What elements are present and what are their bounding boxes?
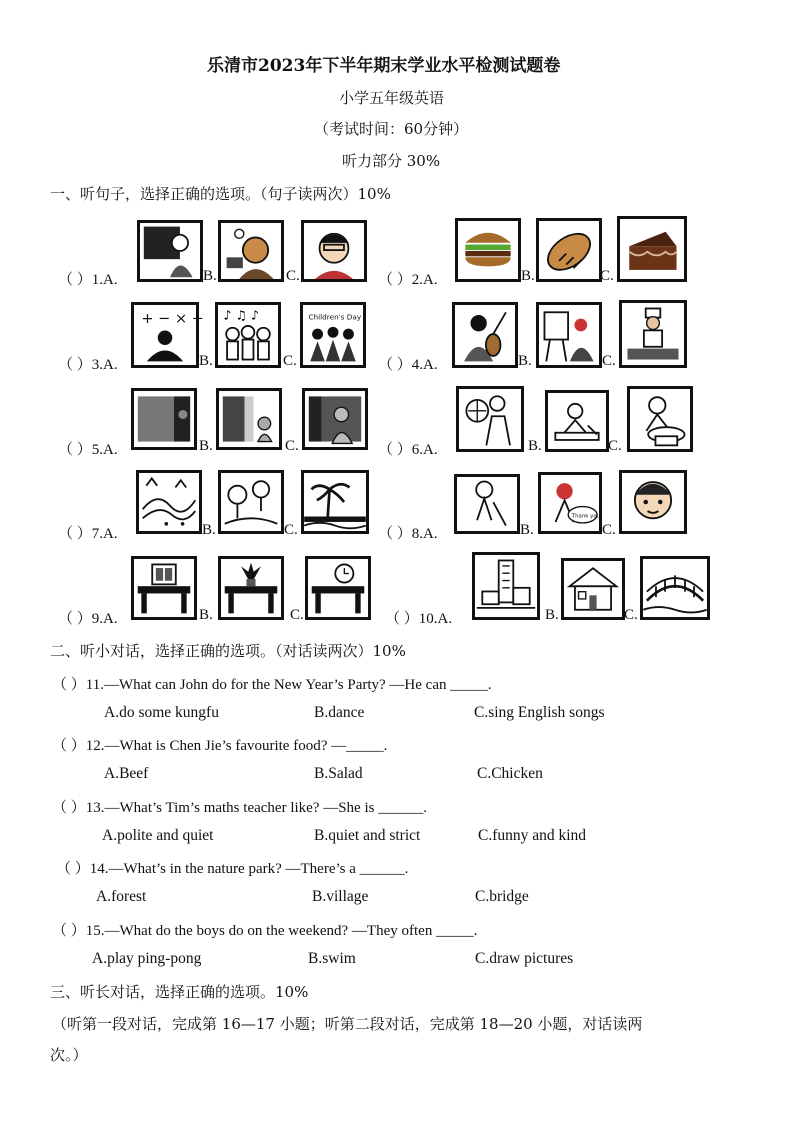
q10-option-c: C.	[624, 607, 638, 623]
childrens-day-text: Children's Day	[308, 312, 362, 322]
q12-option-a: A.Beef	[104, 765, 149, 782]
q8-picture-c	[619, 470, 687, 534]
q13-option-a: A.polite and quiet	[102, 827, 214, 844]
q7-picture-c	[301, 470, 369, 534]
q12-option-b: B.Salad	[314, 765, 363, 782]
q9-picture-c	[305, 556, 371, 620]
q5-option-b: B.	[199, 438, 213, 454]
section3-instruction-line2: 次。）	[50, 1046, 88, 1064]
section1-heading: 一、听句子，选择正确的选项。（句子读两次）10%	[50, 185, 391, 203]
q11-option-b: B.dance	[314, 704, 365, 721]
q12-stem: （ ）12.—What is Chen Jie’s favourite food? —_____.	[52, 738, 388, 754]
q9-option-c: C.	[290, 607, 304, 623]
q5-label: （ ）5.A.	[58, 442, 118, 458]
listening-heading: 听力部分 30%	[342, 152, 441, 170]
q3-picture-a	[131, 302, 204, 368]
q2-label: （ ）2.A.	[378, 272, 438, 288]
q1-option-b: B.	[203, 268, 217, 284]
q10-picture-b	[561, 558, 625, 620]
q8-option-b: B.	[520, 522, 534, 538]
q3-option-b: B.	[199, 353, 213, 369]
q5-picture-a	[131, 388, 197, 450]
q8-option-c: C.	[602, 522, 616, 538]
q13-option-c: C.funny and kind	[478, 827, 587, 844]
q7-picture-a	[136, 470, 202, 534]
q2-picture-b	[536, 218, 602, 282]
q2-option-b: B.	[521, 268, 535, 284]
q10-label: （ ）10.A.	[385, 611, 453, 627]
q11-stem: （ ）11.—What can John do for the New Year’s Party? —He can _____.	[52, 677, 492, 693]
section3-heading: 三、听长对话，选择正确的选项。10%	[50, 983, 309, 1001]
q13-stem: （ ）13.—What’s Tim’s maths teacher like? —She is ______.	[52, 800, 427, 816]
q3-option-c: C.	[283, 353, 297, 369]
q14-stem: （ ）14.—What’s in the nature park? —There’s a ______.	[56, 861, 409, 877]
thank-you-text: Thank you	[571, 513, 601, 520]
q10-picture-a	[472, 552, 540, 620]
q4-picture-b	[536, 302, 602, 368]
q11-option-c: C.sing English songs	[474, 704, 605, 721]
q7-option-b: B.	[202, 522, 216, 538]
q2-option-c: C.	[600, 268, 614, 284]
svg-text:♪ ♫ ♪: ♪ ♫ ♪	[223, 307, 260, 323]
q9-picture-a	[131, 556, 197, 620]
q7-picture-b	[218, 470, 284, 534]
q10-picture-c	[640, 556, 710, 620]
section2-heading: 二、听小对话，选择正确的选项。（对话读两次）10%	[50, 642, 406, 660]
q1-picture-a	[137, 220, 203, 282]
q6-picture-b	[545, 390, 609, 452]
q3-picture-c	[300, 302, 366, 368]
q7-label: （ ）7.A.	[58, 526, 118, 542]
q15-option-c: C.draw pictures	[475, 950, 574, 967]
q6-picture-c	[627, 386, 693, 452]
q14-option-a: A.forest	[96, 888, 147, 905]
q4-picture-c	[619, 300, 687, 368]
q5-picture-b	[216, 388, 282, 450]
q15-option-a: A.play ping-pong	[92, 950, 202, 967]
q11-option-a: A.do some kungfu	[104, 704, 219, 721]
q5-option-c: C.	[285, 438, 299, 454]
q6-picture-a	[456, 386, 524, 452]
q7-option-c: C.	[284, 522, 298, 538]
q4-label: （ ）4.A.	[378, 357, 438, 373]
q1-option-c: C.	[286, 268, 300, 284]
q5-picture-c	[302, 388, 368, 450]
q1-picture-b	[218, 220, 284, 282]
svg-text:+ − × ÷: + − × ÷	[141, 311, 204, 328]
q9-label: （ ）9.A.	[58, 611, 118, 627]
q3-label: （ ）3.A.	[58, 357, 118, 373]
q10-option-b: B.	[545, 607, 559, 623]
q6-option-b: B.	[528, 438, 542, 454]
q2-picture-a	[455, 218, 521, 282]
q12-option-c: C.Chicken	[477, 765, 543, 782]
q6-option-c: C.	[608, 438, 622, 454]
q13-option-b: B.quiet and strict	[314, 827, 421, 844]
q8-picture-b	[538, 472, 602, 534]
q15-stem: （ ）15.—What do the boys do on the weekend? —They often _____.	[52, 923, 478, 939]
q4-option-b: B.	[518, 353, 532, 369]
q8-picture-a	[454, 474, 520, 534]
q9-option-b: B.	[199, 607, 213, 623]
q6-label: （ ）6.A.	[378, 442, 438, 458]
q1-label: （ ）1.A.	[58, 272, 118, 288]
exam-time: （考试时间：60分钟）	[314, 120, 469, 138]
q4-picture-a	[452, 302, 518, 368]
page-title: 乐清市2023年下半年期末学业水平检测试题卷	[207, 56, 561, 76]
q4-option-c: C.	[602, 353, 616, 369]
q14-option-c: C.bridge	[475, 888, 529, 905]
section3-instruction-line1: （听第一段对话，完成第 16—17 小题；听第二段对话，完成第 18—20 小题，对话读两	[52, 1015, 643, 1033]
q2-picture-c	[617, 216, 687, 282]
q9-picture-b	[218, 556, 284, 620]
q3-picture-b	[215, 302, 281, 368]
subtitle: 小学五年级英语	[339, 89, 445, 107]
q1-picture-c	[301, 220, 367, 282]
q15-option-b: B.swim	[308, 950, 356, 967]
q8-label: （ ）8.A.	[378, 526, 438, 542]
q14-option-b: B.village	[312, 888, 369, 905]
